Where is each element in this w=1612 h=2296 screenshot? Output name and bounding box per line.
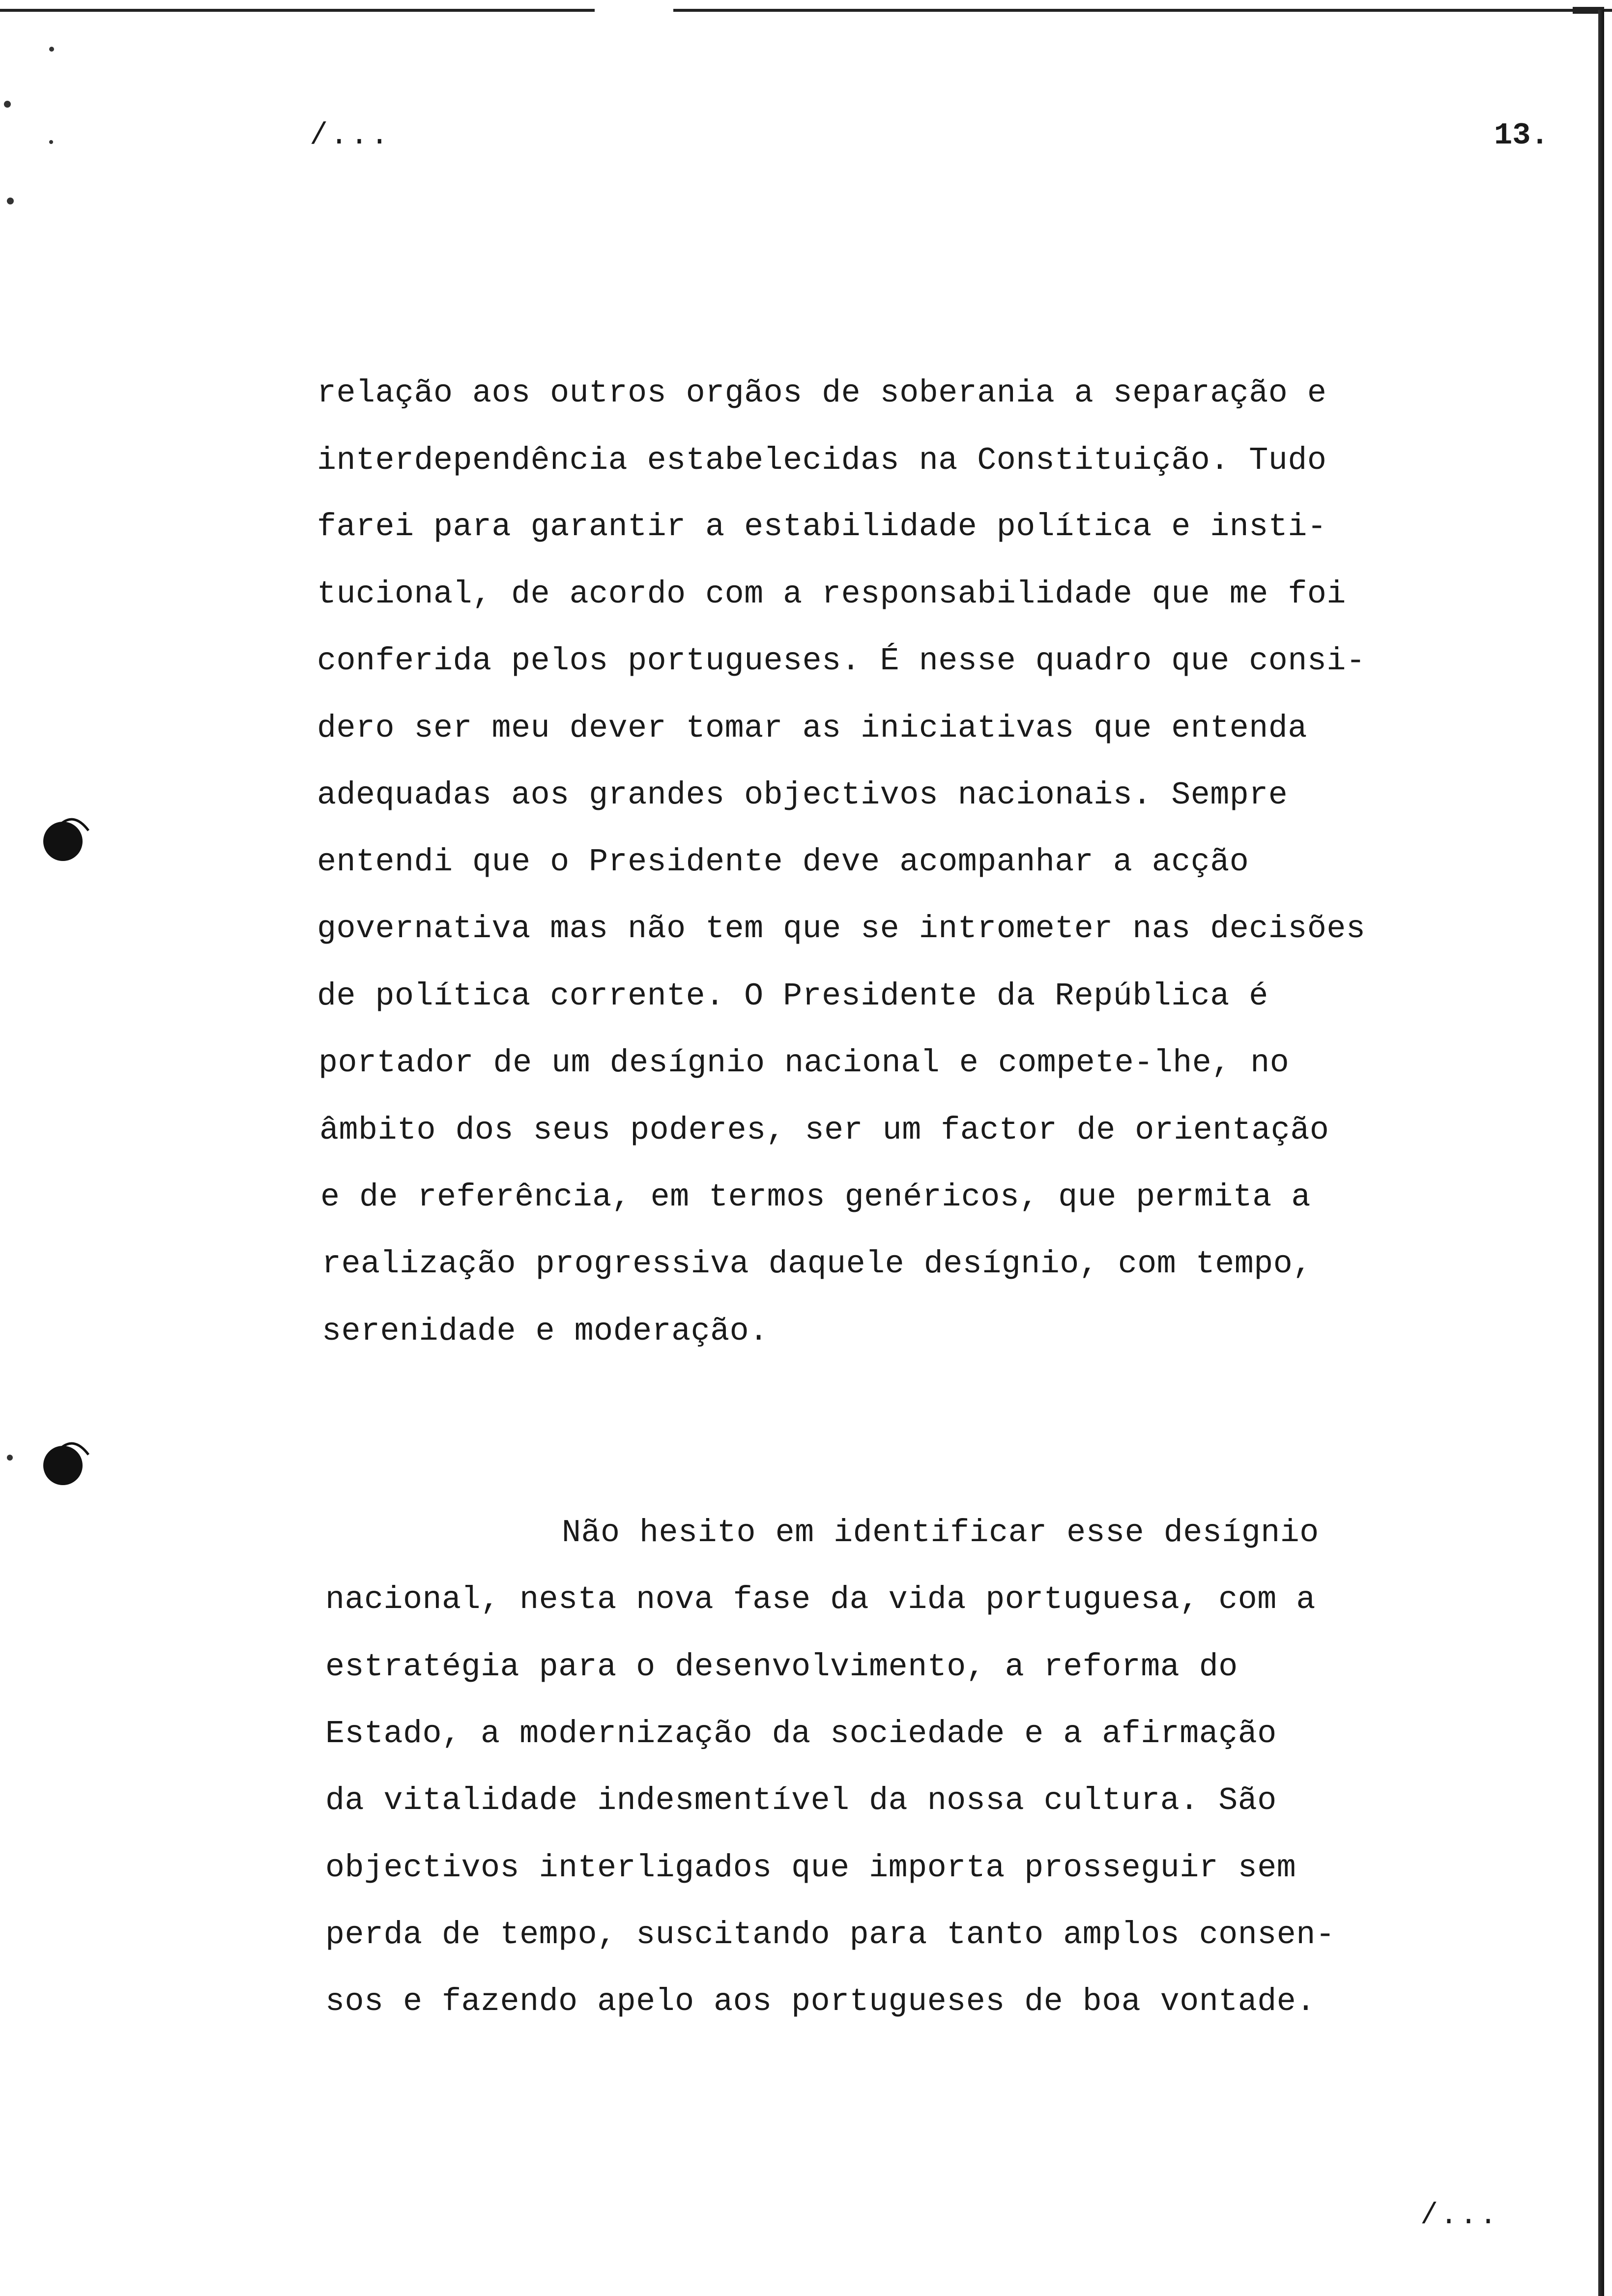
punch-hole-upper <box>39 811 93 865</box>
right-page-edge <box>1598 10 1604 2296</box>
paragraph1-line: dero ser meu dever tomar as iniciativas que entenda <box>317 710 1307 746</box>
paragraph1-line: relação aos outros orgãos de soberania a separação e <box>317 375 1327 411</box>
paragraph1-line: entendi que o Presidente deve acompanhar a acção <box>317 844 1249 880</box>
paragraph1-line: serenidade e moderação. <box>322 1313 769 1349</box>
paragraph1-line: âmbito dos seus poderes, ser um factor de orientação <box>319 1112 1329 1148</box>
paragraph2-line: objectivos interligados que importa prosseguir sem <box>325 1850 1296 1886</box>
page-number: 13. <box>1494 118 1549 153</box>
paragraph2-line: estratégia para o desenvolvimento, a reforma do <box>325 1649 1238 1685</box>
scan-speck <box>49 47 54 52</box>
paragraph1-line: farei para garantir a estabilidade política e insti- <box>317 509 1327 545</box>
scan-speck <box>4 101 11 108</box>
top-border-gap <box>595 7 673 14</box>
paragraph2-line: Não hesito em identificar esse desígnio <box>562 1515 1319 1551</box>
paragraph1-line: conferida pelos portugueses. É nesse quadro que consi- <box>317 643 1366 679</box>
paragraph1-line: e de referência, em termos genéricos, que permita a <box>320 1179 1311 1215</box>
paragraph1-line: tucional, de acordo com a responsabilidade que me foi <box>317 576 1346 612</box>
punch-hole-lower <box>39 1435 93 1489</box>
paragraph1-line: adequadas aos grandes objectivos nacionais. Sempre <box>317 777 1288 813</box>
footer-continuation-mark: /... <box>1420 2199 1499 2233</box>
paragraph1-line: interdependência estabelecidas na Constituição. Tudo <box>317 442 1327 479</box>
paragraph2-line: sos e fazendo apelo aos portugueses de boa vontade. <box>325 1983 1316 2020</box>
paragraph1-line: de política corrente. O Presidente da República é <box>317 978 1268 1014</box>
paragraph2-line: nacional, nesta nova fase da vida portuguesa, com a <box>325 1581 1316 1618</box>
scan-speck <box>7 198 14 204</box>
paragraph1-line: realização progressiva daquele desígnio, com tempo, <box>322 1246 1312 1282</box>
paragraph1-line: governativa mas não tem que se intrometer nas decisões <box>317 911 1366 947</box>
scan-speck <box>7 1455 13 1461</box>
paragraph2-line: da vitalidade indesmentível da nossa cultura. São <box>325 1782 1277 1819</box>
paragraph1-line: portador de um desígnio nacional e compete-lhe, no <box>318 1045 1290 1081</box>
scan-speck <box>49 140 53 144</box>
paragraph2-line: perda de tempo, suscitando para tanto amplos consen- <box>325 1917 1335 1953</box>
header-continuation-mark: /... <box>310 118 391 153</box>
paragraph2-line: Estado, a modernização da sociedade e a afirmação <box>325 1716 1277 1752</box>
top-border-line <box>0 9 1612 12</box>
